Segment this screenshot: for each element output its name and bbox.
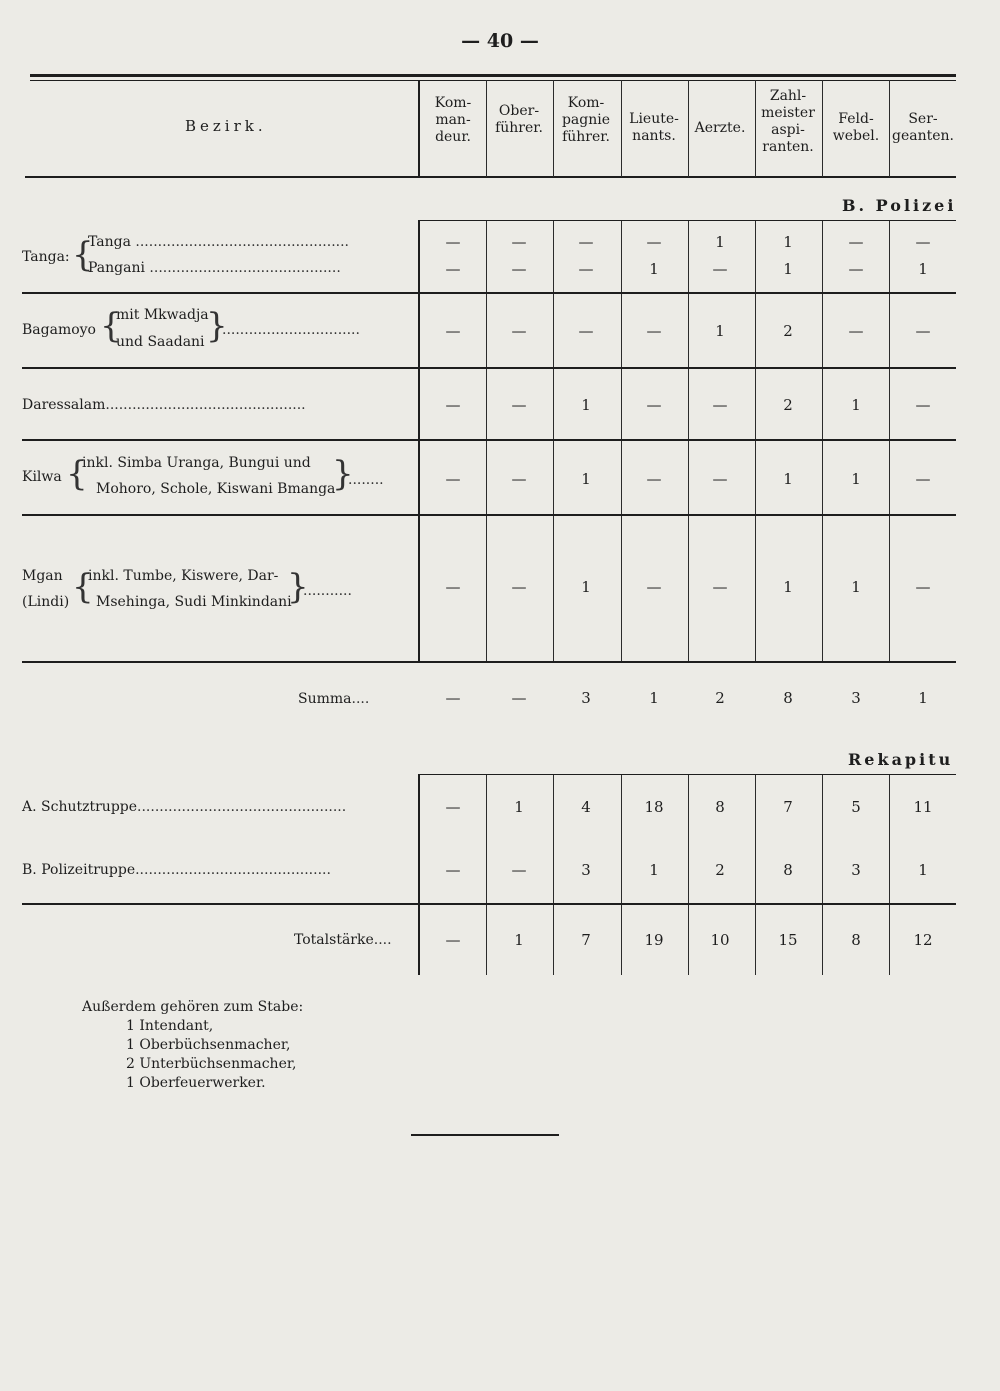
summa-row-cell: 1 xyxy=(918,689,928,707)
tanga-row-cell: — xyxy=(578,233,594,251)
mgan-row-cell: 1 xyxy=(783,578,793,596)
mgan-label2: (Lindi) xyxy=(22,594,70,610)
column-line xyxy=(889,80,890,177)
pangani-row-cell: — xyxy=(712,260,728,278)
leader-dots: .... xyxy=(351,691,370,707)
bagamoyo-row-cell: — xyxy=(578,322,594,340)
column-line xyxy=(486,221,487,663)
column-line xyxy=(418,80,420,177)
pangani-row-cell: 1 xyxy=(649,260,659,278)
leader-dots: .... xyxy=(373,932,392,948)
footnote-list xyxy=(82,1017,303,1093)
tanga-row-cell: — xyxy=(511,233,527,251)
total-label xyxy=(294,932,392,948)
tanga-label xyxy=(88,234,349,250)
total-rule xyxy=(22,903,956,905)
leader-dots: ........................................... xyxy=(144,260,341,276)
column-header: Kom- pagnie führer. xyxy=(561,95,611,145)
mgan-row-cell: — xyxy=(915,578,931,596)
summa-row-cell: 2 xyxy=(715,689,725,707)
total-row-cell: 8 xyxy=(851,931,861,949)
mgan-sub2: Msehinga, Sudi Minkindani xyxy=(96,594,292,610)
column-header: Feld- webel. xyxy=(832,111,880,144)
footnote-title: Außerdem gehören zum Stabe: xyxy=(82,999,304,1015)
kilwa-label: Kilwa xyxy=(22,469,62,485)
column-header: Ser- geanten. xyxy=(892,111,954,144)
pangani-label xyxy=(88,260,341,276)
mgan-row-cell: — xyxy=(712,578,728,596)
tanga-row-cell: — xyxy=(646,233,662,251)
leader-dots: ............................................ xyxy=(135,862,331,878)
recap-a-row-cell: 5 xyxy=(851,798,861,816)
pangani-row-cell: — xyxy=(578,260,594,278)
closing-rule xyxy=(411,1134,559,1136)
pangani-row-cell: 1 xyxy=(783,260,793,278)
bagamoyo-brace-left: { xyxy=(100,306,122,346)
bagamoyo-dots: ............................... xyxy=(222,322,360,338)
tanga-label-text: Tanga xyxy=(88,234,131,250)
tanga-row-cell: 1 xyxy=(715,233,725,251)
kilwa-row-cell: 1 xyxy=(581,470,591,488)
bagamoyo-row-cell: 2 xyxy=(783,322,793,340)
bagamoyo-brace-right: } xyxy=(206,306,228,346)
recap-b-row-cell: 3 xyxy=(581,861,591,879)
kilwa-brace-right: } xyxy=(332,454,354,494)
bagamoyo-row-cell: — xyxy=(445,322,461,340)
kilwa-row-cell: 1 xyxy=(851,470,861,488)
footnote-item: 1 Oberbüchsenmacher, xyxy=(126,1037,291,1053)
bagamoyo-row-cell: 1 xyxy=(715,322,725,340)
tanga-row-cell: — xyxy=(848,233,864,251)
recap-b-row-cell: 2 xyxy=(715,861,725,879)
bagamoyo-sub1: mit Mkwadja xyxy=(116,307,209,323)
kilwa-row-cell: — xyxy=(646,470,662,488)
daressalam-row-cell: — xyxy=(646,396,662,414)
pangani-row-cell: — xyxy=(511,260,527,278)
kilwa-row-cell: — xyxy=(511,470,527,488)
kilwa-sub1: inkl. Simba Uranga, Bungui und xyxy=(82,455,311,471)
footnote xyxy=(82,998,303,1093)
column-line xyxy=(553,221,554,663)
header-rule xyxy=(25,176,956,178)
total-row-cell: — xyxy=(445,931,461,949)
recap-a-row-cell: 8 xyxy=(715,798,725,816)
recap-a-row-cell: — xyxy=(445,798,461,816)
daressalam-row-cell: — xyxy=(915,396,931,414)
rule-after-bagamoyo xyxy=(22,367,956,369)
footnote-item: 2 Unterbüchsenmacher, xyxy=(126,1056,297,1072)
column-line xyxy=(822,80,823,177)
column-line xyxy=(688,80,689,177)
column-header: Zahl- meister aspi- ranten. xyxy=(761,88,815,155)
column-line xyxy=(418,775,420,975)
mgan-label1: Mgan xyxy=(22,568,63,584)
column-line xyxy=(889,775,890,975)
total-row-cell: 12 xyxy=(913,931,933,949)
bezirk-header: Bezirk. xyxy=(185,117,267,135)
column-line xyxy=(822,775,823,975)
daressalam-row-cell: — xyxy=(511,396,527,414)
summa-label-text: Summa xyxy=(298,691,352,707)
column-line xyxy=(553,80,554,177)
total-row-cell: 19 xyxy=(644,931,664,949)
bagamoyo-label: Bagamoyo xyxy=(22,322,96,338)
kilwa-sub2: Mohoro, Schole, Kiswani Bmanga xyxy=(96,481,336,497)
recap-a-label-text: A. Schutztruppe xyxy=(22,799,138,815)
column-line xyxy=(889,221,890,663)
recap-a-label xyxy=(22,799,346,815)
total-row-cell: 7 xyxy=(581,931,591,949)
recap-a-row-cell: 7 xyxy=(783,798,793,816)
pangani-row-cell: — xyxy=(445,260,461,278)
mgan-row-cell: 1 xyxy=(581,578,591,596)
summa-label xyxy=(298,691,369,707)
daressalam-row-cell: 1 xyxy=(851,396,861,414)
leader-dots: ................................................ xyxy=(130,234,349,250)
daressalam-row-cell: — xyxy=(445,396,461,414)
kilwa-row-cell: — xyxy=(915,470,931,488)
bagamoyo-sub2: und Saadani xyxy=(116,334,205,350)
kilwa-row-cell: — xyxy=(712,470,728,488)
rule-after-tanga xyxy=(22,292,956,294)
daressalam-row-cell: 2 xyxy=(783,396,793,414)
column-line xyxy=(418,221,420,663)
mgan-dots: ........... xyxy=(303,583,352,599)
recap-b-row-cell: 1 xyxy=(918,861,928,879)
rule-after-daressalam xyxy=(22,439,956,441)
mgan-row-cell: — xyxy=(445,578,461,596)
summa-row-cell: 3 xyxy=(851,689,861,707)
column-header: Aerzte. xyxy=(694,120,746,136)
bagamoyo-row-cell: — xyxy=(848,322,864,340)
column-line xyxy=(621,221,622,663)
recap-rule xyxy=(418,774,956,775)
kilwa-row-cell: — xyxy=(445,470,461,488)
column-header: Kom- man- deur. xyxy=(434,95,472,145)
mgan-row-cell: — xyxy=(511,578,527,596)
recap-a-row-cell: 4 xyxy=(581,798,591,816)
tanga-row-cell: — xyxy=(445,233,461,251)
daressalam-row-cell: 1 xyxy=(581,396,591,414)
column-line xyxy=(755,221,756,663)
recap-title: Rekapitu xyxy=(848,750,954,769)
column-line xyxy=(486,80,487,177)
leader-dots: ............................................. xyxy=(105,397,306,413)
recap-b-row-cell: — xyxy=(445,861,461,879)
section-b-rule xyxy=(418,220,956,221)
daressalam-row-cell: — xyxy=(712,396,728,414)
recap-b-label xyxy=(22,862,331,878)
recap-b-label-text: B. Polizeitruppe xyxy=(22,862,136,878)
top-rule xyxy=(30,74,956,77)
recap-b-row-cell: 3 xyxy=(851,861,861,879)
summa-row-cell: 3 xyxy=(581,689,591,707)
summa-row-cell: — xyxy=(511,689,527,707)
mgan-row-cell: — xyxy=(646,578,662,596)
mgan-row-cell: 1 xyxy=(851,578,861,596)
pangani-row-cell: — xyxy=(848,260,864,278)
recap-a-row-cell: 1 xyxy=(514,798,524,816)
recap-a-row-cell: 18 xyxy=(644,798,664,816)
total-row-cell: 1 xyxy=(514,931,524,949)
kilwa-brace-left: { xyxy=(66,454,88,494)
footnote-item: 1 Oberfeuerwerker. xyxy=(126,1075,266,1091)
daressalam-label xyxy=(22,397,306,413)
column-line xyxy=(822,221,823,663)
footnote-item: 1 Intendant, xyxy=(126,1018,214,1034)
total-row-cell: 10 xyxy=(710,931,730,949)
column-header: Lieute- nants. xyxy=(629,111,679,144)
column-header: Ober- führer. xyxy=(495,103,543,136)
tanga-brace: { xyxy=(72,235,94,275)
bagamoyo-row-cell: — xyxy=(915,322,931,340)
page-number: — 40 — xyxy=(461,30,539,52)
mgan-brace-right: } xyxy=(287,567,309,607)
tanga-row-cell: — xyxy=(915,233,931,251)
total-label-text: Totalstärke xyxy=(294,932,374,948)
summa-row-cell: 1 xyxy=(649,689,659,707)
bagamoyo-row-cell: — xyxy=(511,322,527,340)
column-line xyxy=(755,80,756,177)
kilwa-row-cell: 1 xyxy=(783,470,793,488)
tanga-group-label: Tanga: xyxy=(22,249,70,265)
pangani-label-text: Pangani xyxy=(88,260,145,276)
total-row-cell: 15 xyxy=(778,931,798,949)
summa-row-cell: 8 xyxy=(783,689,793,707)
pangani-row-cell: 1 xyxy=(918,260,928,278)
mgan-sub1: inkl. Tumbe, Kiswere, Dar- xyxy=(88,568,279,584)
column-line xyxy=(688,221,689,663)
recap-a-row-cell: 11 xyxy=(913,798,933,816)
daressalam-label-text: Daressalam xyxy=(22,397,106,413)
column-line xyxy=(621,80,622,177)
section-b-title: B. Polizei xyxy=(842,196,957,215)
rule-after-mgan xyxy=(22,661,956,663)
kilwa-dots: ........ xyxy=(348,472,384,488)
recap-b-row-cell: 8 xyxy=(783,861,793,879)
tanga-row-cell: 1 xyxy=(783,233,793,251)
leader-dots: ............................................... xyxy=(137,799,347,815)
mgan-brace-left: { xyxy=(72,567,94,607)
recap-b-row-cell: — xyxy=(511,861,527,879)
summa-row-cell: — xyxy=(445,689,461,707)
bagamoyo-row-cell: — xyxy=(646,322,662,340)
rule-after-kilwa xyxy=(22,514,956,516)
top-rule-thin xyxy=(30,80,956,81)
recap-b-row-cell: 1 xyxy=(649,861,659,879)
